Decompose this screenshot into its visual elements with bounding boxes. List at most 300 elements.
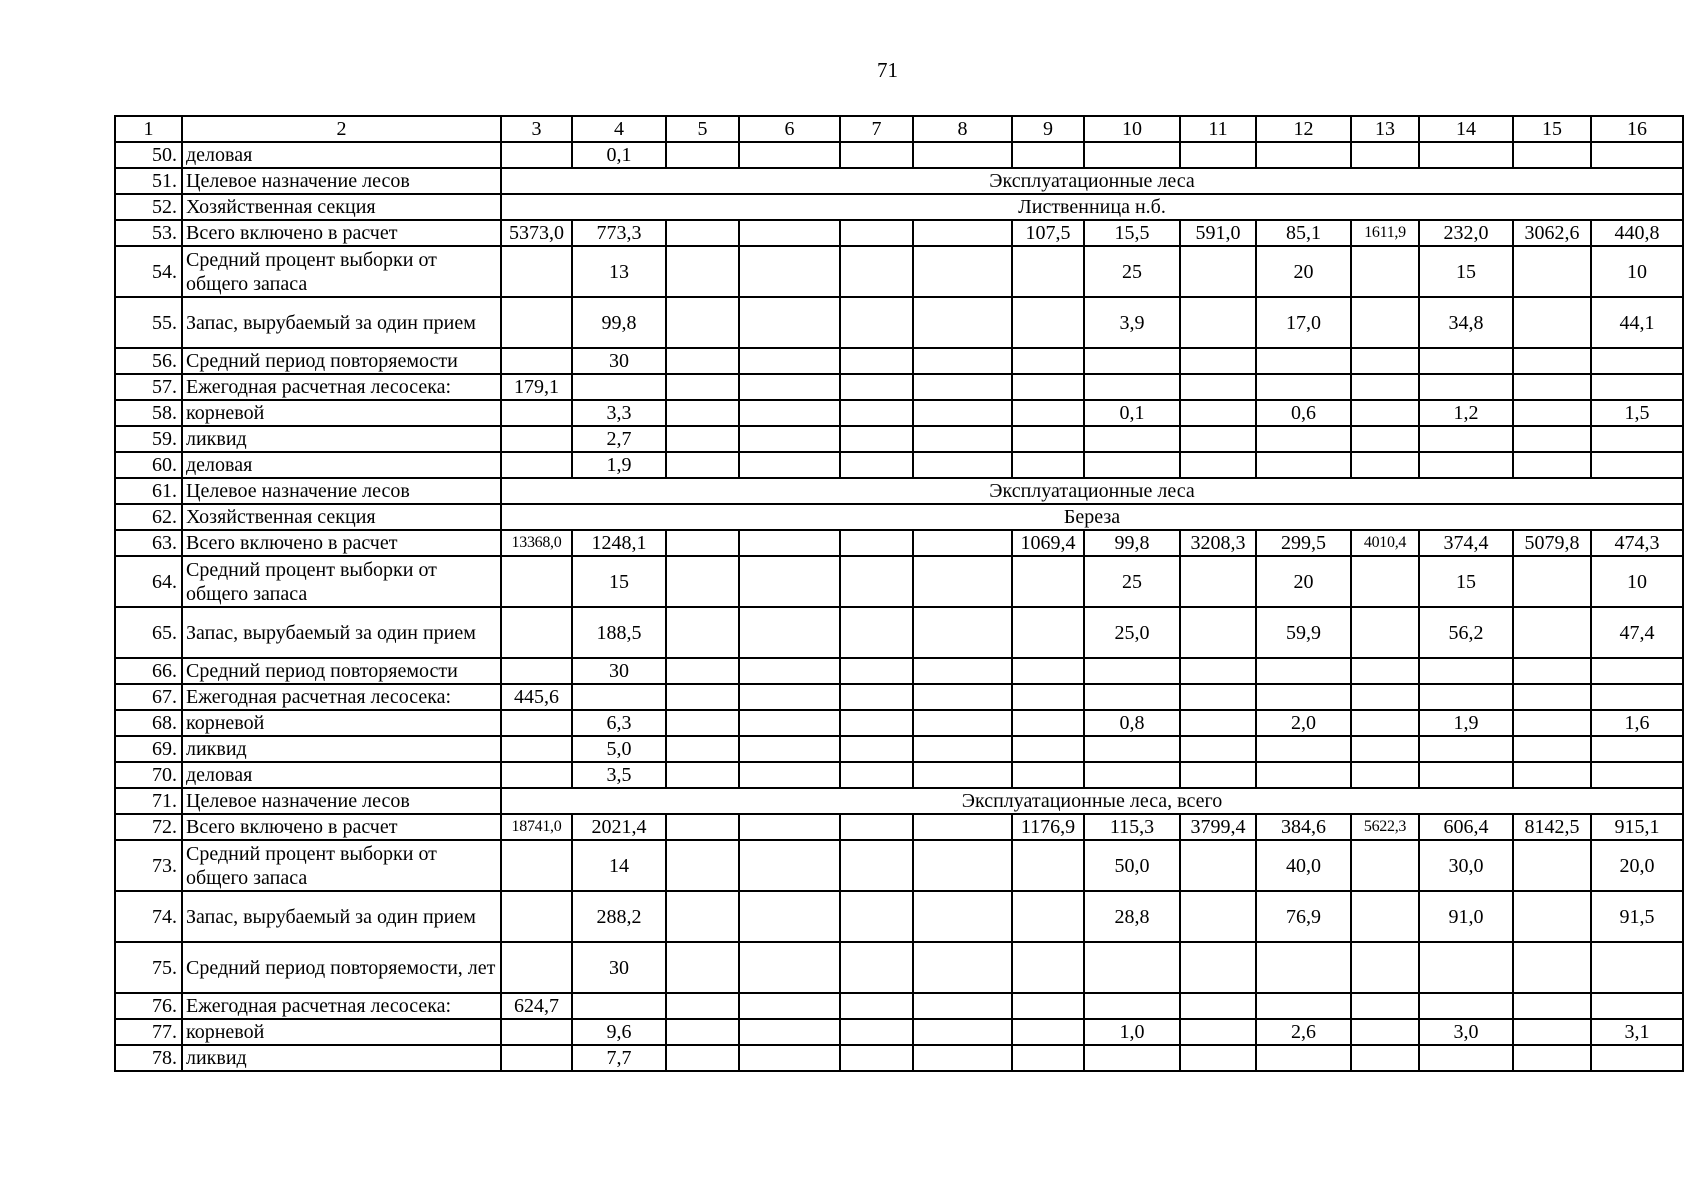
- cell-col-8: [913, 710, 1012, 736]
- cell-col-8: [913, 736, 1012, 762]
- cell-col-4: 2021,4: [572, 814, 666, 840]
- cell-col-15: [1513, 658, 1591, 684]
- section-heading-cell: Эксплуатационные леса: [501, 168, 1683, 194]
- cell-col-16: 47,4: [1591, 607, 1683, 658]
- cell-col-9: [1012, 710, 1084, 736]
- cell-col-7: [840, 556, 913, 607]
- cell-col-13: [1351, 142, 1419, 168]
- row-label: корневой: [182, 710, 501, 736]
- cell-col-5: [666, 452, 739, 478]
- row-label: Средний период повторяемости, лет: [182, 942, 501, 993]
- table-row: [115, 374, 1683, 400]
- cell-col-10: 25: [1084, 246, 1180, 297]
- cell-col-10: 25: [1084, 556, 1180, 607]
- cell-col-13: [1351, 1045, 1419, 1071]
- cell-col-15: 3062,6: [1513, 220, 1591, 246]
- cell-col-5: [666, 942, 739, 993]
- row-label: Всего включено в расчет: [182, 220, 501, 246]
- column-number-9: 9: [1012, 116, 1084, 142]
- cell-col-10: [1084, 1045, 1180, 1071]
- table-row: [115, 530, 1683, 556]
- cell-col-3: [501, 426, 572, 452]
- cell-col-13: [1351, 840, 1419, 891]
- cell-col-9: [1012, 607, 1084, 658]
- table-row: [115, 504, 1683, 530]
- cell-col-4: 30: [572, 658, 666, 684]
- table-row: [115, 246, 1683, 297]
- cell-col-9: [1012, 1045, 1084, 1071]
- cell-col-11: 3208,3: [1180, 530, 1256, 556]
- row-label: ликвид: [182, 736, 501, 762]
- column-number-16: 16: [1591, 116, 1683, 142]
- cell-col-10: [1084, 684, 1180, 710]
- cell-col-13: [1351, 993, 1419, 1019]
- table-row: [115, 658, 1683, 684]
- column-number-6: 6: [739, 116, 840, 142]
- cell-col-16: 474,3: [1591, 530, 1683, 556]
- cell-col-3: [501, 142, 572, 168]
- cell-col-11: [1180, 840, 1256, 891]
- cell-col-6: [739, 426, 840, 452]
- cell-col-10: 28,8: [1084, 891, 1180, 942]
- cell-col-15: [1513, 400, 1591, 426]
- cell-col-5: [666, 710, 739, 736]
- cell-col-7: [840, 840, 913, 891]
- cell-col-10: [1084, 374, 1180, 400]
- cell-col-8: [913, 993, 1012, 1019]
- cell-col-7: [840, 658, 913, 684]
- cell-col-6: [739, 684, 840, 710]
- row-number: 62.: [115, 504, 182, 530]
- cell-col-7: [840, 814, 913, 840]
- section-heading-cell: Береза: [501, 504, 1683, 530]
- cell-col-14: 15: [1419, 246, 1513, 297]
- row-number: 54.: [115, 246, 182, 297]
- table-row: [115, 788, 1683, 814]
- cell-col-10: [1084, 736, 1180, 762]
- cell-col-10: 0,8: [1084, 710, 1180, 736]
- cell-col-6: [739, 374, 840, 400]
- row-label: деловая: [182, 452, 501, 478]
- cell-col-13: [1351, 942, 1419, 993]
- cell-col-7: [840, 762, 913, 788]
- cell-col-6: [739, 658, 840, 684]
- cell-col-16: [1591, 348, 1683, 374]
- section-heading-cell: Эксплуатационные леса, всего: [501, 788, 1683, 814]
- cell-col-12: 2,6: [1256, 1019, 1351, 1045]
- cell-col-6: [739, 142, 840, 168]
- cell-col-16: 1,5: [1591, 400, 1683, 426]
- cell-col-10: [1084, 658, 1180, 684]
- cell-col-3: [501, 710, 572, 736]
- row-label: Запас, вырубаемый за один прием: [182, 607, 501, 658]
- cell-col-3: [501, 1019, 572, 1045]
- cell-col-7: [840, 400, 913, 426]
- cell-col-11: [1180, 348, 1256, 374]
- cell-col-4: 30: [572, 348, 666, 374]
- cell-col-12: [1256, 374, 1351, 400]
- row-label: деловая: [182, 142, 501, 168]
- cell-col-7: [840, 993, 913, 1019]
- cell-col-5: [666, 142, 739, 168]
- cell-col-10: 0,1: [1084, 400, 1180, 426]
- cell-col-5: [666, 1045, 739, 1071]
- cell-col-9: [1012, 993, 1084, 1019]
- cell-col-14: [1419, 658, 1513, 684]
- cell-col-9: [1012, 736, 1084, 762]
- cell-col-16: [1591, 452, 1683, 478]
- cell-col-11: [1180, 684, 1256, 710]
- cell-col-9: [1012, 942, 1084, 993]
- cell-col-6: [739, 246, 840, 297]
- cell-col-8: [913, 297, 1012, 348]
- cell-col-14: [1419, 452, 1513, 478]
- row-label: Целевое назначение лесов: [182, 788, 501, 814]
- cell-col-8: [913, 658, 1012, 684]
- cell-col-15: [1513, 891, 1591, 942]
- cell-col-3: 179,1: [501, 374, 572, 400]
- row-number: 64.: [115, 556, 182, 607]
- cell-col-15: [1513, 1045, 1591, 1071]
- table-body: [115, 116, 1683, 1071]
- cell-col-12: [1256, 658, 1351, 684]
- cell-col-8: [913, 556, 1012, 607]
- cell-col-8: [913, 1045, 1012, 1071]
- cell-col-8: [913, 452, 1012, 478]
- cell-col-16: [1591, 658, 1683, 684]
- cell-col-5: [666, 684, 739, 710]
- column-number-4: 4: [572, 116, 666, 142]
- cell-col-7: [840, 710, 913, 736]
- cell-col-11: [1180, 993, 1256, 1019]
- cell-col-5: [666, 297, 739, 348]
- cell-col-9: [1012, 1019, 1084, 1045]
- cell-col-7: [840, 426, 913, 452]
- table-row: [115, 220, 1683, 246]
- row-number: 73.: [115, 840, 182, 891]
- cell-col-4: 3,5: [572, 762, 666, 788]
- cell-col-8: [913, 607, 1012, 658]
- row-number: 53.: [115, 220, 182, 246]
- cell-col-11: [1180, 142, 1256, 168]
- cell-col-16: 44,1: [1591, 297, 1683, 348]
- cell-col-16: 10: [1591, 556, 1683, 607]
- table-row: [115, 942, 1683, 993]
- cell-col-12: [1256, 426, 1351, 452]
- cell-col-5: [666, 1019, 739, 1045]
- cell-col-16: 1,6: [1591, 710, 1683, 736]
- cell-col-3: [501, 762, 572, 788]
- row-label: Средний период повторяемости: [182, 348, 501, 374]
- cell-col-6: [739, 556, 840, 607]
- cell-col-4: [572, 684, 666, 710]
- cell-col-5: [666, 607, 739, 658]
- table-row: [115, 762, 1683, 788]
- cell-col-12: [1256, 1045, 1351, 1071]
- row-number: 60.: [115, 452, 182, 478]
- cell-col-15: [1513, 426, 1591, 452]
- cell-col-15: 8142,5: [1513, 814, 1591, 840]
- cell-col-15: [1513, 452, 1591, 478]
- cell-col-6: [739, 400, 840, 426]
- table-row: [115, 478, 1683, 504]
- cell-col-5: [666, 426, 739, 452]
- column-number-7: 7: [840, 116, 913, 142]
- cell-col-4: 1248,1: [572, 530, 666, 556]
- cell-col-8: [913, 400, 1012, 426]
- cell-col-11: [1180, 710, 1256, 736]
- cell-col-4: 3,3: [572, 400, 666, 426]
- cell-col-3: [501, 246, 572, 297]
- cell-col-7: [840, 297, 913, 348]
- row-number: 66.: [115, 658, 182, 684]
- cell-col-10: [1084, 142, 1180, 168]
- cell-col-15: [1513, 142, 1591, 168]
- cell-col-9: [1012, 142, 1084, 168]
- cell-col-15: [1513, 374, 1591, 400]
- cell-col-3: [501, 658, 572, 684]
- cell-col-6: [739, 840, 840, 891]
- cell-col-6: [739, 1019, 840, 1045]
- cell-col-16: [1591, 736, 1683, 762]
- cell-col-9: [1012, 840, 1084, 891]
- cell-col-5: [666, 348, 739, 374]
- cell-col-5: [666, 814, 739, 840]
- table-row: [115, 607, 1683, 658]
- row-number: 63.: [115, 530, 182, 556]
- table-row: [115, 1045, 1683, 1071]
- cell-col-6: [739, 1045, 840, 1071]
- row-number: 61.: [115, 478, 182, 504]
- cell-col-15: [1513, 710, 1591, 736]
- cell-col-12: [1256, 452, 1351, 478]
- cell-col-15: [1513, 297, 1591, 348]
- cell-col-14: [1419, 348, 1513, 374]
- cell-col-12: 0,6: [1256, 400, 1351, 426]
- cell-col-10: 115,3: [1084, 814, 1180, 840]
- cell-col-15: [1513, 993, 1591, 1019]
- cell-col-11: [1180, 400, 1256, 426]
- cell-col-6: [739, 891, 840, 942]
- cell-col-6: [739, 736, 840, 762]
- cell-col-11: [1180, 374, 1256, 400]
- cell-col-15: 5079,8: [1513, 530, 1591, 556]
- cell-col-8: [913, 684, 1012, 710]
- cell-col-10: 99,8: [1084, 530, 1180, 556]
- cell-col-14: [1419, 1045, 1513, 1071]
- cell-col-15: [1513, 607, 1591, 658]
- row-number: 68.: [115, 710, 182, 736]
- cell-col-13: 4010,4: [1351, 530, 1419, 556]
- cell-col-9: 1069,4: [1012, 530, 1084, 556]
- cell-col-4: 6,3: [572, 710, 666, 736]
- cell-col-8: [913, 142, 1012, 168]
- cell-col-5: [666, 762, 739, 788]
- cell-col-14: [1419, 142, 1513, 168]
- row-label: деловая: [182, 762, 501, 788]
- cell-col-13: [1351, 426, 1419, 452]
- cell-col-7: [840, 607, 913, 658]
- row-number: 72.: [115, 814, 182, 840]
- cell-col-7: [840, 220, 913, 246]
- cell-col-11: 3799,4: [1180, 814, 1256, 840]
- cell-col-8: [913, 348, 1012, 374]
- cell-col-4: 188,5: [572, 607, 666, 658]
- row-number: 70.: [115, 762, 182, 788]
- cell-col-16: 3,1: [1591, 1019, 1683, 1045]
- cell-col-7: [840, 1019, 913, 1045]
- cell-col-15: [1513, 348, 1591, 374]
- row-number: 77.: [115, 1019, 182, 1045]
- cell-col-10: [1084, 452, 1180, 478]
- cell-col-3: [501, 400, 572, 426]
- cell-col-14: [1419, 762, 1513, 788]
- cell-col-4: 0,1: [572, 142, 666, 168]
- cell-col-10: 15,5: [1084, 220, 1180, 246]
- row-number: 71.: [115, 788, 182, 814]
- cell-col-13: [1351, 1019, 1419, 1045]
- cell-col-14: 232,0: [1419, 220, 1513, 246]
- cell-col-6: [739, 452, 840, 478]
- cell-col-3: [501, 1045, 572, 1071]
- row-label: ликвид: [182, 426, 501, 452]
- cell-col-11: [1180, 556, 1256, 607]
- cell-col-7: [840, 736, 913, 762]
- row-number: 69.: [115, 736, 182, 762]
- cell-col-9: [1012, 452, 1084, 478]
- cell-col-13: [1351, 736, 1419, 762]
- column-number-14: 14: [1419, 116, 1513, 142]
- column-number-8: 8: [913, 116, 1012, 142]
- cell-col-3: 624,7: [501, 993, 572, 1019]
- cell-col-3: [501, 736, 572, 762]
- cell-col-12: [1256, 762, 1351, 788]
- column-number-11: 11: [1180, 116, 1256, 142]
- cell-col-8: [913, 762, 1012, 788]
- cell-col-12: 299,5: [1256, 530, 1351, 556]
- cell-col-14: [1419, 374, 1513, 400]
- cell-col-8: [913, 814, 1012, 840]
- column-number-2: 2: [182, 116, 501, 142]
- cell-col-13: [1351, 297, 1419, 348]
- cell-col-6: [739, 297, 840, 348]
- table-row: [115, 891, 1683, 942]
- cell-col-4: [572, 374, 666, 400]
- section-heading-cell: Лиственница н.б.: [501, 194, 1683, 220]
- cell-col-16: [1591, 374, 1683, 400]
- cell-col-3: 18741,0: [501, 814, 572, 840]
- cell-col-9: [1012, 684, 1084, 710]
- page-number: 71: [877, 58, 898, 82]
- cell-col-7: [840, 891, 913, 942]
- table-row: [115, 840, 1683, 891]
- cell-col-4: 13: [572, 246, 666, 297]
- cell-col-5: [666, 220, 739, 246]
- cell-col-10: 1,0: [1084, 1019, 1180, 1045]
- row-label: Ежегодная расчетная лесосека:: [182, 993, 501, 1019]
- cell-col-14: 56,2: [1419, 607, 1513, 658]
- cell-col-16: 10: [1591, 246, 1683, 297]
- cell-col-15: [1513, 556, 1591, 607]
- cell-col-14: [1419, 993, 1513, 1019]
- cell-col-13: [1351, 762, 1419, 788]
- cell-col-8: [913, 1019, 1012, 1045]
- row-label: Средний процент выборки от общего запаса: [182, 840, 501, 891]
- cell-col-16: 20,0: [1591, 840, 1683, 891]
- table-row: [115, 710, 1683, 736]
- cell-col-12: 59,9: [1256, 607, 1351, 658]
- row-number: 57.: [115, 374, 182, 400]
- row-number: 76.: [115, 993, 182, 1019]
- cell-col-10: [1084, 426, 1180, 452]
- cell-col-6: [739, 814, 840, 840]
- cell-col-13: [1351, 684, 1419, 710]
- cell-col-15: [1513, 762, 1591, 788]
- cell-col-12: [1256, 993, 1351, 1019]
- cell-col-3: 13368,0: [501, 530, 572, 556]
- cell-col-11: 591,0: [1180, 220, 1256, 246]
- cell-col-4: 9,6: [572, 1019, 666, 1045]
- cell-col-11: [1180, 246, 1256, 297]
- cell-col-3: [501, 297, 572, 348]
- cell-col-11: [1180, 658, 1256, 684]
- cell-col-13: [1351, 452, 1419, 478]
- cell-col-12: 85,1: [1256, 220, 1351, 246]
- cell-col-4: 14: [572, 840, 666, 891]
- table-row: [115, 993, 1683, 1019]
- row-label: Запас, вырубаемый за один прием: [182, 297, 501, 348]
- cell-col-6: [739, 993, 840, 1019]
- table-row: [115, 168, 1683, 194]
- cell-col-9: [1012, 297, 1084, 348]
- cell-col-12: 384,6: [1256, 814, 1351, 840]
- cell-col-14: 34,8: [1419, 297, 1513, 348]
- cell-col-6: [739, 348, 840, 374]
- row-label: Всего включено в расчет: [182, 530, 501, 556]
- cell-col-9: [1012, 556, 1084, 607]
- cell-col-12: [1256, 348, 1351, 374]
- cell-col-11: [1180, 426, 1256, 452]
- cell-col-14: [1419, 942, 1513, 993]
- row-label: ликвид: [182, 1045, 501, 1071]
- cell-col-6: [739, 530, 840, 556]
- cell-col-12: 76,9: [1256, 891, 1351, 942]
- cell-col-6: [739, 607, 840, 658]
- row-label: корневой: [182, 1019, 501, 1045]
- cell-col-11: [1180, 891, 1256, 942]
- cell-col-8: [913, 374, 1012, 400]
- cell-col-5: [666, 530, 739, 556]
- cell-col-10: [1084, 942, 1180, 993]
- table-row: [115, 1019, 1683, 1045]
- row-number: 78.: [115, 1045, 182, 1071]
- table-row: [115, 556, 1683, 607]
- cell-col-9: 1176,9: [1012, 814, 1084, 840]
- cell-col-12: [1256, 684, 1351, 710]
- cell-col-13: [1351, 246, 1419, 297]
- cell-col-15: [1513, 246, 1591, 297]
- cell-col-8: [913, 840, 1012, 891]
- row-label: Средний процент выборки от общего запаса: [182, 246, 501, 297]
- cell-col-14: 30,0: [1419, 840, 1513, 891]
- cell-col-13: [1351, 658, 1419, 684]
- cell-col-15: [1513, 1019, 1591, 1045]
- table-row: [115, 814, 1683, 840]
- cell-col-11: [1180, 607, 1256, 658]
- row-label: Целевое назначение лесов: [182, 168, 501, 194]
- cell-col-4: 99,8: [572, 297, 666, 348]
- table-row: [115, 297, 1683, 348]
